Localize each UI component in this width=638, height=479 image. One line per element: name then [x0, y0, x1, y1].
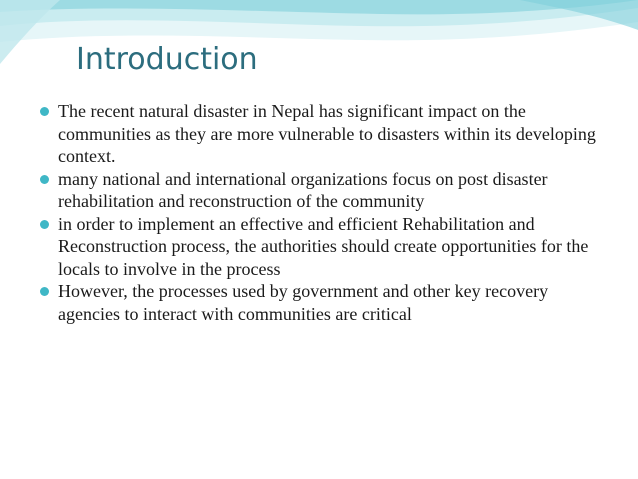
bullet-item	[38, 100, 598, 168]
slide-title: Introduction	[76, 42, 258, 77]
bullet-icon	[40, 175, 49, 184]
bullet-item	[38, 280, 598, 325]
bullet-text: However, the processes used by government and other key recovery agencies to interact with communities are critical	[58, 281, 549, 324]
bullet-text: in order to implement an effective and efficient Rehabilitation and Reconstruction process, the authorities should create opportunities for the locals to involve in the process	[58, 213, 589, 279]
bullet-item	[38, 213, 598, 281]
bullet-list	[38, 100, 598, 325]
bullet-item	[38, 168, 598, 213]
bullet-icon	[40, 287, 49, 296]
bullet-icon	[40, 220, 49, 229]
bullet-text: The recent natural disaster in Nepal has significant impact on the communities as they are more vulnerable to disasters within its developing context.	[58, 101, 596, 166]
bullet-text: many national and international organizations focus on post disaster rehabilitation and reconstruction of the community	[58, 168, 548, 211]
bullet-icon	[40, 107, 49, 116]
